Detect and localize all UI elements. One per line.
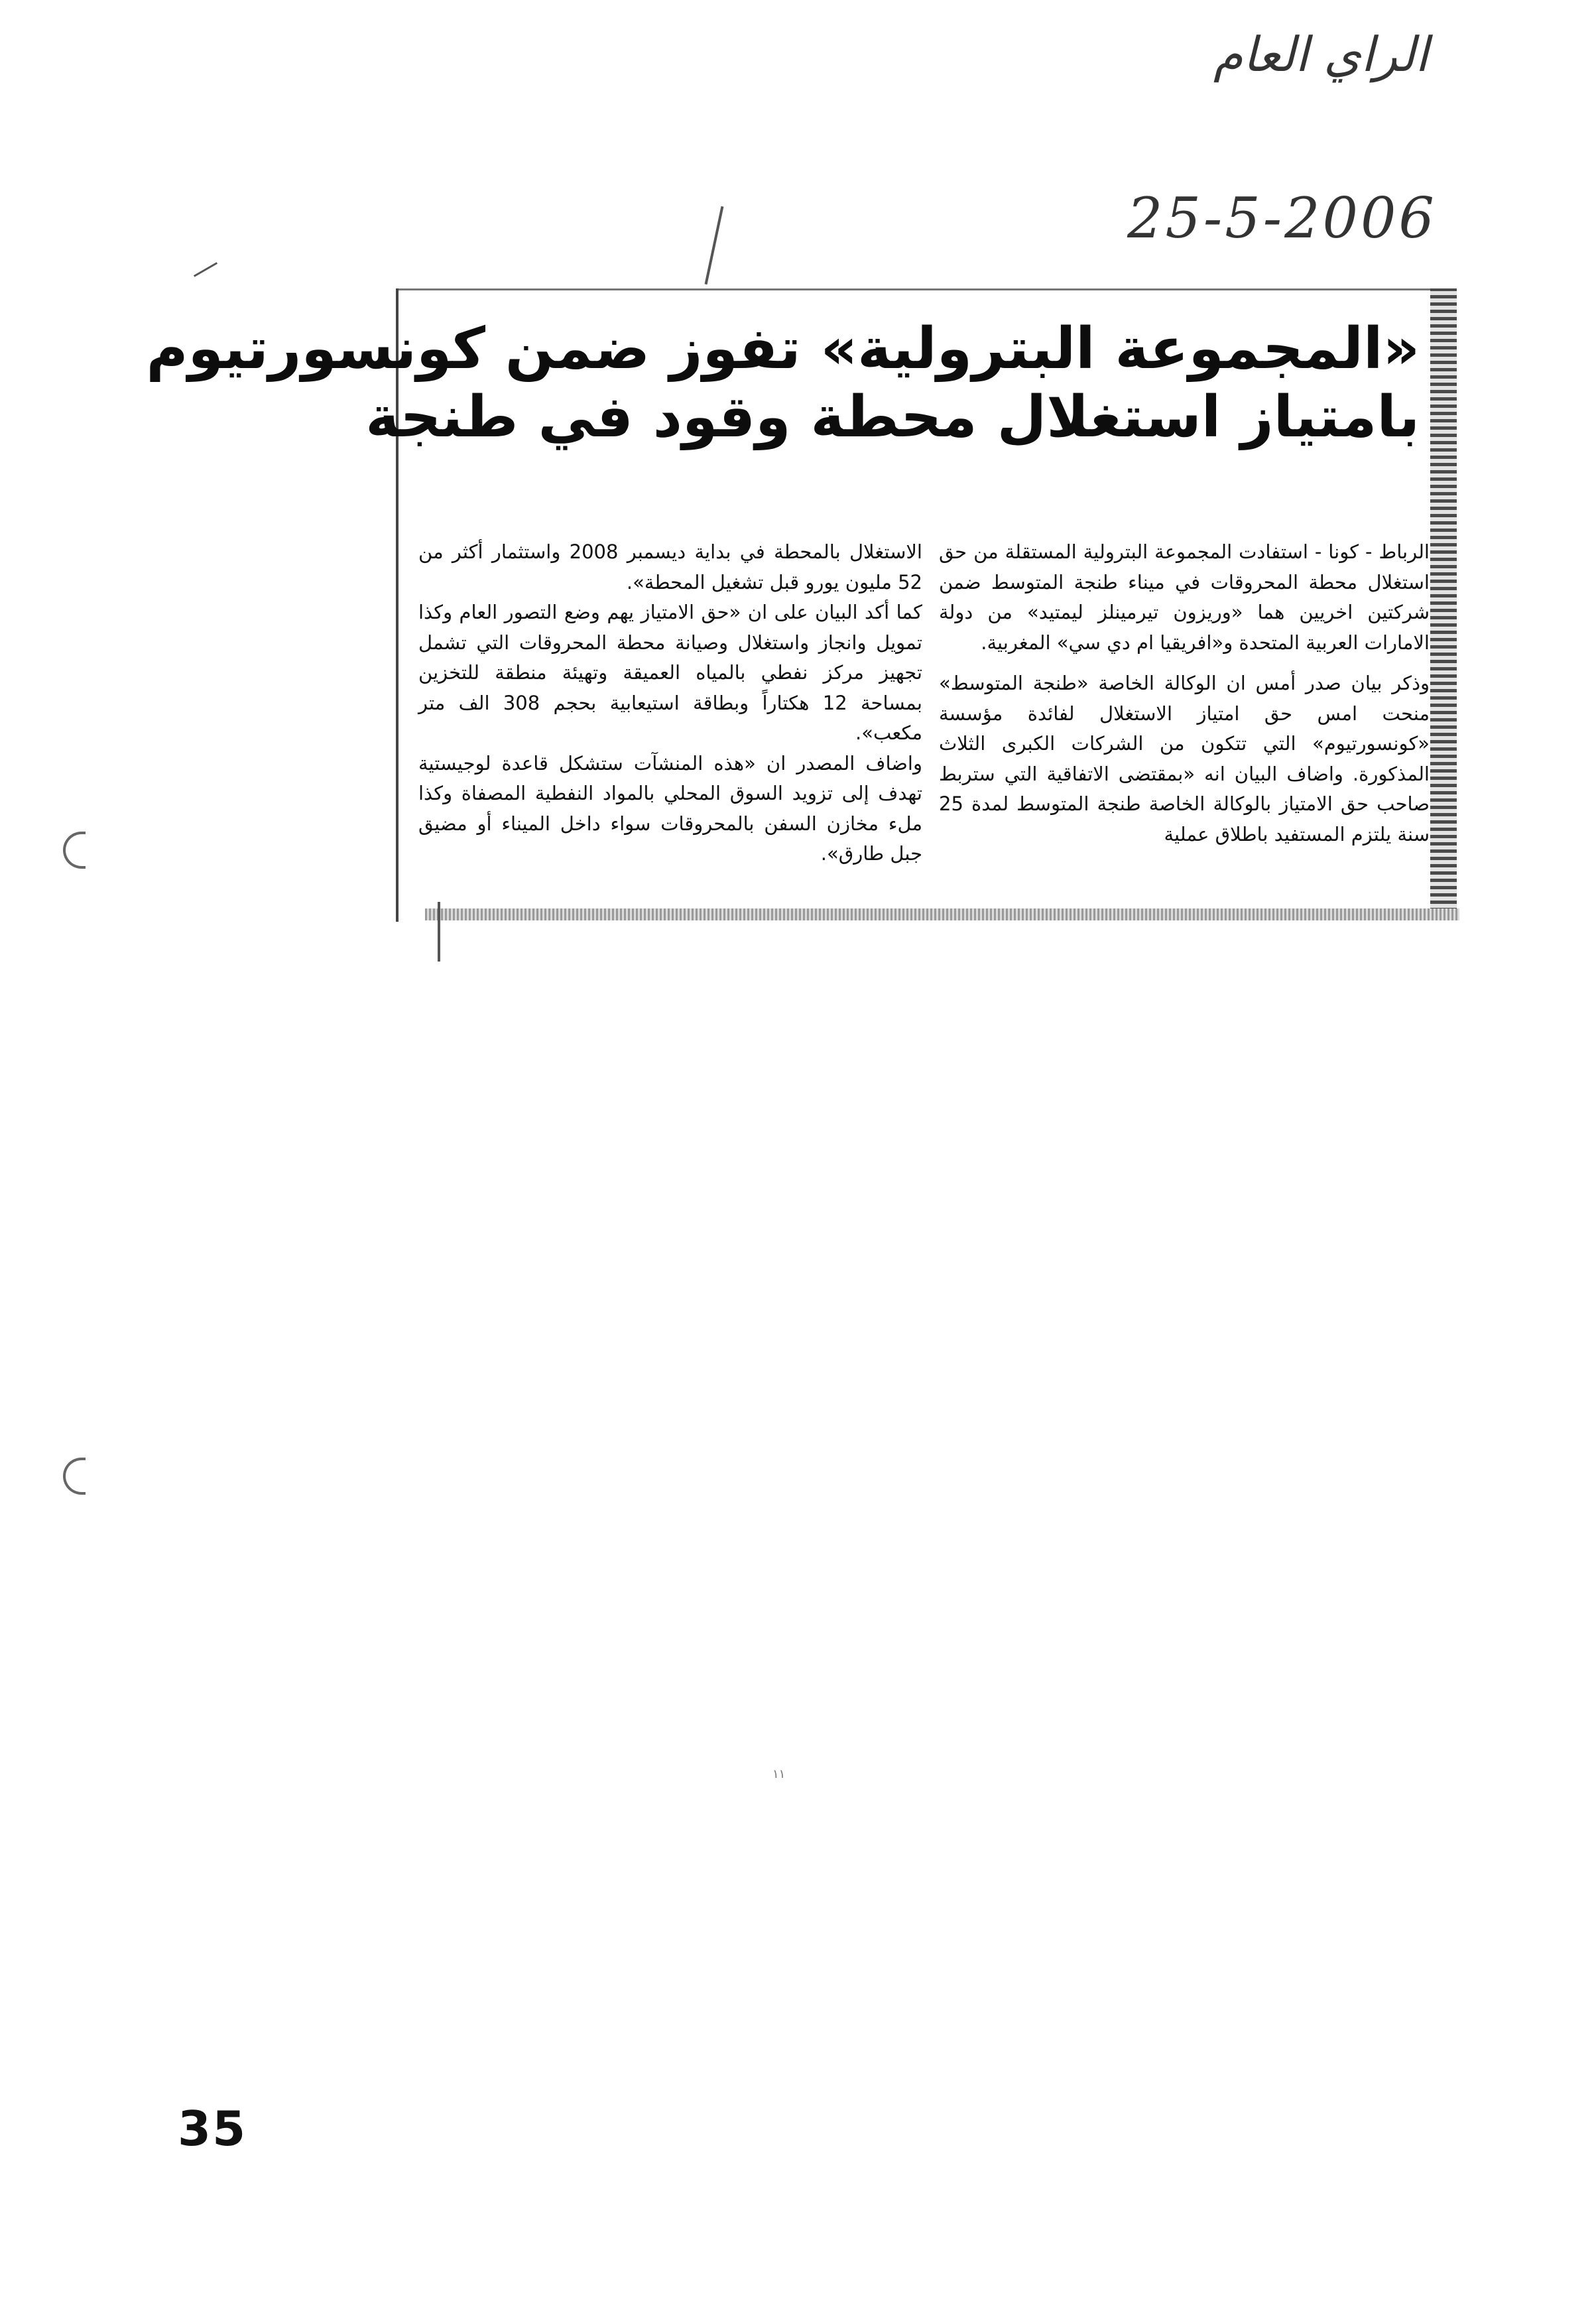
article-column-left (418, 537, 922, 869)
clipping-bottom-band (425, 908, 1459, 920)
article-column-right (939, 537, 1430, 849)
headline-line-1: «المجموعة البترولية» تفوز ضمن كونسورتيوم (146, 316, 1420, 382)
newspaper-clipping (146, 288, 1457, 922)
article-headline (146, 315, 1420, 452)
pen-stroke-mark (705, 206, 724, 284)
binder-hole-mark (63, 1458, 86, 1495)
clipping-edge-band (1430, 288, 1457, 918)
pen-stroke-mark (194, 262, 217, 277)
page-center-marks: ١١ (772, 1767, 786, 1781)
page-number: 35 (178, 2101, 247, 2157)
pen-stroke-mark (438, 902, 440, 962)
article-paragraph: الرباط - كونا - استفادت المجموعة البترولية المستقلة من حق استغلال محطة المحروقات في ميناء طنجة المتوسط ضمن شركتين اخريين هما «وريزون تيرمينلز ليمتيد» من دولة الامارات العربية المتحدة و«افريقيا ام دي سي» المغربية. (939, 540, 1430, 654)
clipping-top-rule (399, 288, 1453, 290)
binder-hole-mark (63, 832, 86, 869)
article-paragraph: وذكر بيان صدر أمس ان الوكالة الخاصة «طنجة المتوسط» منحت امس حق امتياز الاستغلال لفائدة مؤسسة «كونسورتيوم» التي تتكون من الشركات الكبرى الثلاث المذكورة. واضاف البيان انه «بمقتضى الاتفاقية التي ستربط صاحب حق الامتياز بالوكالة الخاصة طنجة المتوسط لمدة 25 سنة يلتزم المستفيد باطلاق عملية (939, 672, 1430, 845)
headline-line-2: بامتياز استغلال محطة وقود في طنجة (365, 384, 1420, 451)
article-paragraph: الاستغلال بالمحطة في بداية ديسمبر 2008 واستثمار أكثر من 52 مليون يورو قبل تشغيل المحطة». (418, 540, 922, 594)
article-paragraph: واضاف المصدر ان «هذه المنشآت ستشكل قاعدة لوجيستية تهدف إلى تزويد السوق المحلي بالمواد النفطية المصفاة وكذا ملء مخازن السفن بالمحروقات سواء داخل الميناء أو مضيق جبل طارق». (418, 751, 922, 865)
handwritten-source-note: الراي العام (1213, 27, 1429, 82)
article-paragraph: كما أكد البيان على ان «حق الامتياز يهم وضع التصور العام وكذا تمويل وانجاز واستغلال وصيانة محطة المحروقات التي تشمل تجهيز مركز نفطي بالمياه العميقة وتهيئة منطقة للتخزين بمساحة 12 هكتاراً وبطاقة استيعابية بحجم 308 الف متر مكعب». (418, 601, 922, 744)
handwritten-date-note: 25-5-2006 (1127, 186, 1437, 251)
